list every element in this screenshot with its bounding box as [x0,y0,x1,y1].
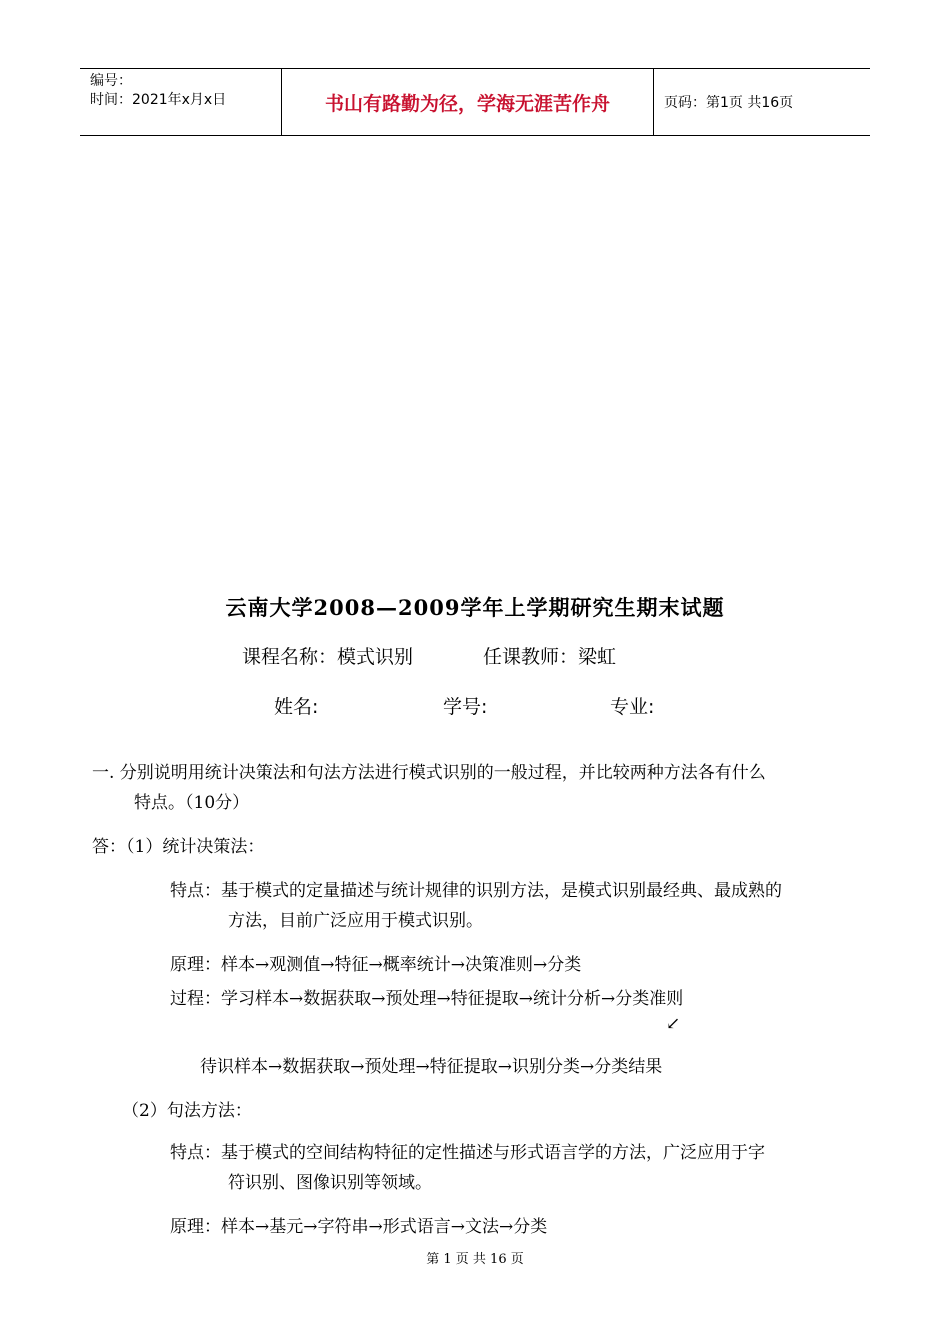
time-label: 时间：2021年x月x日 [90,92,227,108]
header-meta [80,69,282,135]
number-label: 编号： [90,73,132,89]
stat-process: 过程：学习样本→数据获取→预处理→特征提取→统计分析→分类准则 [170,989,684,1009]
major-label: 专业: [610,696,655,718]
syntax-feature-line-2: 符识别、图像识别等领域。 [228,1173,432,1193]
question-1-line-2: 特点。（10分） [134,793,250,813]
header-page-info: 页码：第1页 共16页 [664,95,794,111]
student-id-label: 学号: [443,696,488,718]
page-footer: 第 1 页 共 16 页 [426,1252,524,1267]
stat-feature-line-2: 方法，目前广泛应用于模式识别。 [228,911,483,931]
exam-title: 云南大学2008—2009学年上学期研究生期末试题 [225,595,725,620]
name-label: 姓名: [274,696,319,718]
answer-intro: 答：（1）统计决策法： [92,837,265,857]
course-info [242,642,616,669]
down-left-arrow-icon: ↙ [666,1014,681,1034]
syntax-principle: 原理：样本→基元→字符串→形式语言→文法→分类 [170,1217,548,1237]
teacher-name: 任课教师：梁虹 [483,646,617,668]
course-name: 课程名称：模式识别 [242,646,414,668]
question-1-line-1: 一. 分别说明用统计决策法和句法方法进行模式识别的一般过程，并比较两种方法各有什么 [92,763,766,783]
stat-principle: 原理：样本→观测值→特征→概率统计→决策准则→分类 [170,955,582,975]
header-motto: 书山有路勤为径，学海无涯苦作舟 [282,69,654,135]
stat-recognize-process: 待识样本→数据获取→预处理→特征提取→识别分类→分类结果 [200,1057,663,1077]
page-header [80,68,870,136]
stat-feature-line-1: 特点：基于模式的定量描述与统计规律的识别方法，是模式识别最经典、最成熟的 [170,881,782,901]
syntax-feature-line-1: 特点：基于模式的空间结构特征的定性描述与形式语言学的方法，广泛应用于字 [170,1143,765,1163]
syntax-intro: （2）句法方法： [122,1101,252,1121]
